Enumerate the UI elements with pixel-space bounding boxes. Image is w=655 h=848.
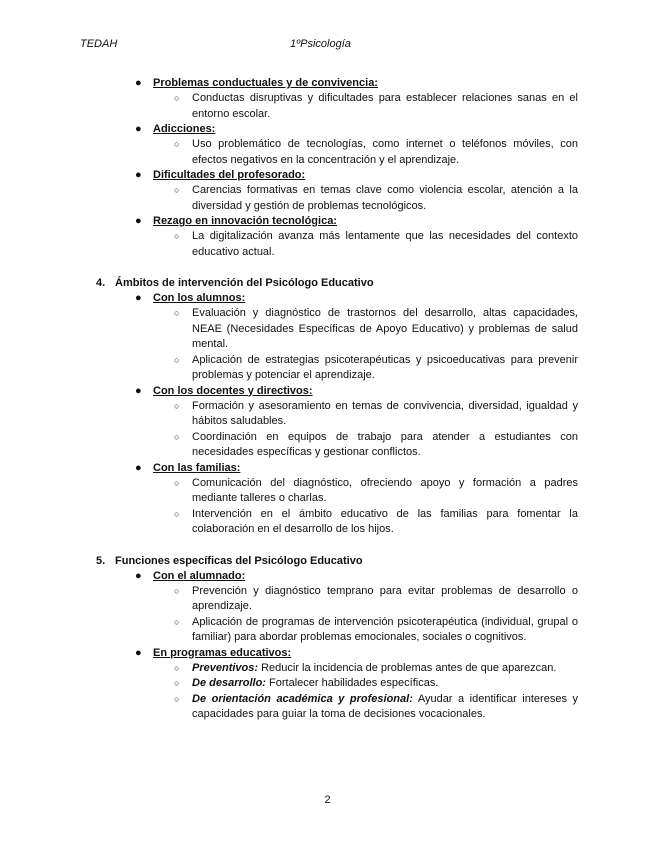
sub-item [0,137,655,168]
bullet-icon: ● [135,292,142,304]
sub-item [0,183,655,214]
sub-item-text: Aplicación de estrategias psicoterapéuticas y psicoeducativas para prevenir problemas y potenciar el aprendizaje. [192,353,578,381]
sub-item-text: Conductas disruptivas y dificultades para establecer relaciones sanas en el entorno escolar. [192,92,578,120]
list-item [0,569,655,584]
section-heading [0,276,655,291]
item-label: Rezago en innovación tecnológica: [153,215,337,227]
sub-item [0,476,655,507]
circle-bullet-icon: ○ [174,585,180,596]
circle-bullet-icon: ○ [174,185,180,195]
sub-item [0,91,655,122]
sub-item-text: Formación y asesoramiento en temas de convivencia, diversidad, igualdad y hábitos saludables. [192,399,578,427]
bullet-icon: ● [135,123,142,135]
section-title: Funciones específicas del Psicólogo Educativo [115,554,363,567]
item-label: Dificultades del profesorado: [153,169,306,181]
header-left: TEDAH [80,38,118,50]
sub-item-text: Aplicación de programas de intervención psicoterapéutica (individual, grupal o familiar) para abordar problemas emocionales, sociales o cognitivos. [192,615,578,643]
sub-item-text: Coordinación en equipos de trabajo para atender a estudiantes con necesidades específicas y gestionar conflictos. [192,430,578,458]
list-item [0,461,655,476]
sub-item [0,584,655,615]
sub-item-text: Uso problemático de tecnologías, como internet o teléfonos móviles, con efectos negativos en la concentración y el aprendizaje. [192,138,578,166]
list-item [0,214,655,229]
list-item [0,122,655,137]
circle-bullet-icon: ○ [174,308,180,318]
section-number: 5. [96,554,106,567]
document-body [0,76,655,723]
sub-item-text: Fortalecer habilidades específicas. [265,677,439,689]
bullet-icon: ● [135,569,142,582]
section-heading [0,554,655,569]
sub-item [0,692,655,723]
sub-item-text: Carencias formativas en temas clave como violencia escolar, atención a la diversidad y gestión de problemas tecnológicos. [192,184,578,212]
item-label: Adicciones: [153,123,216,135]
bullet-icon: ● [135,646,142,659]
sub-item [0,507,655,538]
circle-bullet-icon: ○ [174,508,180,519]
list-item [0,291,655,306]
sub-item-text: Prevención y diagnóstico temprano para evitar problemas de desarrollo o aprendizaje. [192,584,578,612]
list-item [0,646,655,661]
circle-bullet-icon: ○ [174,678,180,688]
bullet-icon: ● [135,461,142,474]
circle-bullet-icon: ○ [174,662,180,673]
sub-item [0,615,655,646]
sub-item-text: Reducir la incidencia de problemas antes de que aparezcan. [258,661,557,674]
sub-item [0,229,655,260]
item-label: Con el alumnado: [153,569,246,582]
sub-item [0,430,655,461]
bullet-icon: ● [135,169,142,181]
item-label: En programas educativos: [153,646,292,659]
sub-item-text: Intervención en el ámbito educativo de las familias para fomentar la colaboración en el desarrollo de los hijos. [192,507,578,535]
circle-bullet-icon: ○ [174,400,180,411]
sub-item-term: De orientación académica y profesional: [192,692,413,705]
list-item [0,384,655,399]
circle-bullet-icon: ○ [174,139,180,149]
item-label: Con las familias: [153,461,241,474]
circle-bullet-icon: ○ [174,354,180,365]
sub-item-text: Ayudar a identificar intereses y capacidades para guiar la toma de decisiones vocacionales. [192,692,578,720]
sub-item [0,353,655,384]
bullet-icon: ● [135,384,142,397]
item-label: Problemas conductuales y de convivencia: [153,77,378,89]
circle-bullet-icon: ○ [174,431,180,442]
sub-item-term: De desarrollo: [192,677,266,689]
sub-item [0,661,655,677]
list-item [0,76,655,91]
section-number: 4. [96,277,106,289]
sub-item-text: La digitalización avanza más lentamente que las necesidades del contexto educativo actual. [192,230,578,258]
item-label: Con los docentes y directivos: [153,384,313,397]
bullet-icon: ● [135,77,142,89]
circle-bullet-icon: ○ [174,477,180,488]
sub-item [0,306,655,353]
header-center: 1ºPsicología [290,38,351,50]
sub-item [0,399,655,430]
sub-item-text: Comunicación del diagnóstico, ofreciendo apoyo y formación a padres mediante talleres o charlas. [192,476,578,504]
circle-bullet-icon: ○ [174,693,180,704]
item-label: Con los alumnos: [153,292,246,304]
page-number: 2 [324,794,331,806]
sub-item [0,676,655,692]
circle-bullet-icon: ○ [174,231,180,241]
circle-bullet-icon: ○ [174,616,180,627]
section-title: Ámbitos de intervención del Psicólogo Educativo [115,277,374,289]
list-item [0,168,655,183]
circle-bullet-icon: ○ [174,93,180,103]
sub-item-text: Evaluación y diagnóstico de trastornos del desarrollo, altas capacidades, NEAE (Necesidades Específicas de Apoyo Educativo) y problemas de salud mental. [192,307,578,350]
sub-item-term: Preventivos: [192,661,259,674]
bullet-icon: ● [135,215,142,227]
